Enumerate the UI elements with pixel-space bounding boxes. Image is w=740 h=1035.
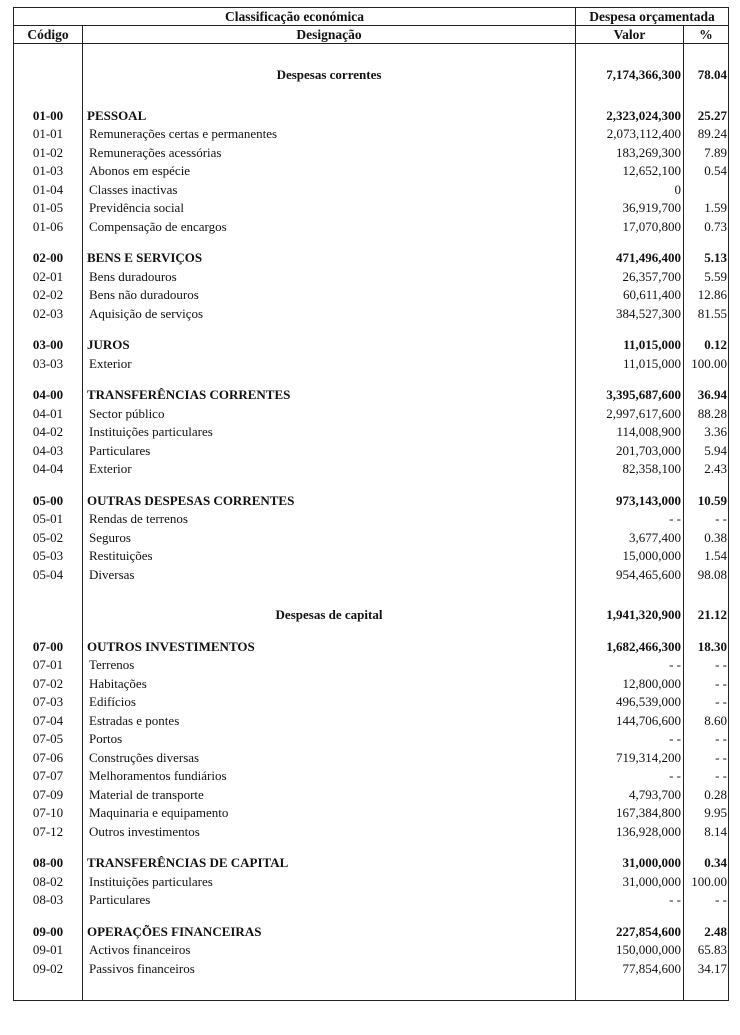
row-percent: 5.59 <box>684 268 729 287</box>
row-value: 973,143,000 <box>576 492 684 511</box>
spacer-row <box>14 841 729 854</box>
row-percent: - - <box>684 693 729 712</box>
row-code: 09-00 <box>14 923 83 942</box>
row-percent: 0.38 <box>684 529 729 548</box>
row-designation: OPERAÇÕES FINANCEIRAS <box>83 923 576 942</box>
group-row <box>14 492 729 511</box>
row-value: - - <box>576 891 684 910</box>
row-designation: TRANSFERÊNCIAS DE CAPITAL <box>83 854 576 873</box>
row-value: 11,015,000 <box>576 355 684 374</box>
row-percent: 8.60 <box>684 712 729 731</box>
row-code: 07-10 <box>14 804 83 823</box>
section-total-row <box>14 606 729 625</box>
row-percent: 2.43 <box>684 460 729 479</box>
row-designation: Instituições particulares <box>83 873 576 892</box>
row-value: 12,800,000 <box>576 675 684 694</box>
row-designation: Outros investimentos <box>83 823 576 842</box>
row-designation: Terrenos <box>83 656 576 675</box>
table-row <box>14 693 729 712</box>
row-value: 183,269,300 <box>576 144 684 163</box>
spacer-row <box>14 373 729 386</box>
row-designation: Construções diversas <box>83 749 576 768</box>
group-row <box>14 107 729 126</box>
row-code: 01-06 <box>14 218 83 237</box>
row-code: 08-00 <box>14 854 83 873</box>
row-value: 12,652,100 <box>576 162 684 181</box>
section-total-row <box>14 66 729 85</box>
row-designation: Instituições particulares <box>83 423 576 442</box>
table-row <box>14 460 729 479</box>
table-row <box>14 423 729 442</box>
row-percent: 2.48 <box>684 923 729 942</box>
table-row <box>14 442 729 461</box>
table-row <box>14 656 729 675</box>
row-designation: BENS E SERVIÇOS <box>83 249 576 268</box>
row-code: 01-05 <box>14 199 83 218</box>
table-row <box>14 510 729 529</box>
spacer-row <box>14 323 729 336</box>
row-percent: - - <box>684 510 729 529</box>
row-value: 0 <box>576 181 684 200</box>
row-value: 954,465,600 <box>576 566 684 585</box>
budget-table-sheet <box>13 7 728 1001</box>
row-designation: Classes inactivas <box>83 181 576 200</box>
row-percent: 0.73 <box>684 218 729 237</box>
table-row <box>14 547 729 566</box>
row-code: 05-03 <box>14 547 83 566</box>
row-code: 04-01 <box>14 405 83 424</box>
spacer-row <box>14 44 729 67</box>
row-designation: Exterior <box>83 460 576 479</box>
row-code: 02-03 <box>14 305 83 324</box>
row-code: 03-00 <box>14 336 83 355</box>
row-designation: Rendas de terrenos <box>83 510 576 529</box>
row-percent: 18.30 <box>684 638 729 657</box>
row-designation: Aquisição de serviços <box>83 305 576 324</box>
row-percent: 0.28 <box>684 786 729 805</box>
row-code: 07-06 <box>14 749 83 768</box>
header-columns-row <box>14 26 729 44</box>
row-code: 08-03 <box>14 891 83 910</box>
row-value: 3,677,400 <box>576 529 684 548</box>
row-designation: Edifícios <box>83 693 576 712</box>
row-code: 07-04 <box>14 712 83 731</box>
table-row <box>14 873 729 892</box>
row-designation: JUROS <box>83 336 576 355</box>
row-percent: - - <box>684 656 729 675</box>
row-code: 05-00 <box>14 492 83 511</box>
row-value: 17,070,800 <box>576 218 684 237</box>
row-percent: 5.94 <box>684 442 729 461</box>
row-percent: - - <box>684 767 729 786</box>
row-value: 114,008,900 <box>576 423 684 442</box>
spacer-row <box>14 910 729 923</box>
header-group-row <box>14 8 729 26</box>
group-row <box>14 923 729 942</box>
table-row <box>14 767 729 786</box>
row-designation: Maquinaria e equipamento <box>83 804 576 823</box>
row-code: 09-02 <box>14 960 83 979</box>
row-value: 167,384,800 <box>576 804 684 823</box>
row-value: 2,997,617,600 <box>576 405 684 424</box>
row-designation: Bens duradouros <box>83 268 576 287</box>
table-row <box>14 566 729 585</box>
table-bottom-row <box>14 978 729 1001</box>
spacer-row <box>14 85 729 107</box>
row-code: 01-01 <box>14 125 83 144</box>
row-value: 77,854,600 <box>576 960 684 979</box>
table-body <box>14 44 729 1001</box>
row-percent: 65.83 <box>684 941 729 960</box>
table-row <box>14 405 729 424</box>
row-designation: Particulares <box>83 891 576 910</box>
row-percent: 3.36 <box>684 423 729 442</box>
group-row <box>14 386 729 405</box>
row-value: 7,174,366,300 <box>576 66 684 85</box>
row-percent: 5.13 <box>684 249 729 268</box>
row-designation: Compensação de encargos <box>83 218 576 237</box>
row-designation: Seguros <box>83 529 576 548</box>
table-row <box>14 823 729 842</box>
row-code: 05-04 <box>14 566 83 585</box>
row-code: 05-01 <box>14 510 83 529</box>
spacer-row <box>14 236 729 249</box>
row-code: 07-09 <box>14 786 83 805</box>
row-percent: - - <box>684 675 729 694</box>
row-code: 02-01 <box>14 268 83 287</box>
row-code: 07-12 <box>14 823 83 842</box>
row-value: - - <box>576 510 684 529</box>
row-designation: Despesas correntes <box>83 66 576 85</box>
row-designation: Restituições <box>83 547 576 566</box>
row-value: 3,395,687,600 <box>576 386 684 405</box>
table-row <box>14 125 729 144</box>
row-code: 01-00 <box>14 107 83 126</box>
row-value: 11,015,000 <box>576 336 684 355</box>
row-code: 01-03 <box>14 162 83 181</box>
row-percent: 1.59 <box>684 199 729 218</box>
row-value: 82,358,100 <box>576 460 684 479</box>
row-percent: 89.24 <box>684 125 729 144</box>
row-value: 60,611,400 <box>576 286 684 305</box>
row-percent: 7.89 <box>684 144 729 163</box>
row-percent: 81.55 <box>684 305 729 324</box>
row-value: 31,000,000 <box>576 873 684 892</box>
row-code: 09-01 <box>14 941 83 960</box>
row-value: 201,703,000 <box>576 442 684 461</box>
row-percent: 25.27 <box>684 107 729 126</box>
table-row <box>14 941 729 960</box>
table-row <box>14 144 729 163</box>
row-designation: Sector público <box>83 405 576 424</box>
row-value: 144,706,600 <box>576 712 684 731</box>
table-row <box>14 162 729 181</box>
row-code: 07-07 <box>14 767 83 786</box>
row-value: 4,793,700 <box>576 786 684 805</box>
group-row <box>14 638 729 657</box>
row-percent: - - <box>684 891 729 910</box>
row-code <box>14 66 83 85</box>
group-row <box>14 336 729 355</box>
row-percent: 10.59 <box>684 492 729 511</box>
row-value: 15,000,000 <box>576 547 684 566</box>
row-designation: TRANSFERÊNCIAS CORRENTES <box>83 386 576 405</box>
table-row <box>14 355 729 374</box>
row-code: 05-02 <box>14 529 83 548</box>
row-code: 03-03 <box>14 355 83 374</box>
table-row <box>14 730 729 749</box>
row-designation: Remunerações certas e permanentes <box>83 125 576 144</box>
row-designation: Despesas de capital <box>83 606 576 625</box>
table-row <box>14 286 729 305</box>
table-row <box>14 181 729 200</box>
row-designation: Material de transporte <box>83 786 576 805</box>
row-designation: OUTROS INVESTIMENTOS <box>83 638 576 657</box>
row-percent: - - <box>684 749 729 768</box>
row-percent: 0.12 <box>684 336 729 355</box>
row-percent: 21.12 <box>684 606 729 625</box>
row-designation: Estradas e pontes <box>83 712 576 731</box>
table-row <box>14 675 729 694</box>
row-value: 36,919,700 <box>576 199 684 218</box>
row-percent: 98.08 <box>684 566 729 585</box>
row-value: - - <box>576 656 684 675</box>
table-row <box>14 960 729 979</box>
row-code: 07-05 <box>14 730 83 749</box>
row-code <box>14 606 83 625</box>
row-code: 04-02 <box>14 423 83 442</box>
row-code: 02-00 <box>14 249 83 268</box>
row-value: 227,854,600 <box>576 923 684 942</box>
row-value: 150,000,000 <box>576 941 684 960</box>
row-designation: Diversas <box>83 566 576 585</box>
row-percent: 36.94 <box>684 386 729 405</box>
budget-table <box>13 7 729 1001</box>
row-value: 31,000,000 <box>576 854 684 873</box>
row-code: 08-02 <box>14 873 83 892</box>
row-value: 2,323,024,300 <box>576 107 684 126</box>
row-percent: 0.34 <box>684 854 729 873</box>
spacer-row <box>14 479 729 492</box>
table-row <box>14 804 729 823</box>
row-percent: 8.14 <box>684 823 729 842</box>
spacer-row <box>14 625 729 638</box>
row-designation: Passivos financeiros <box>83 960 576 979</box>
header-designation: Designação <box>83 26 576 44</box>
row-code: 01-02 <box>14 144 83 163</box>
row-designation: Activos financeiros <box>83 941 576 960</box>
row-value: - - <box>576 730 684 749</box>
row-designation: Portos <box>83 730 576 749</box>
table-row <box>14 891 729 910</box>
row-value: - - <box>576 767 684 786</box>
row-code: 07-01 <box>14 656 83 675</box>
row-designation: Bens não duradouros <box>83 286 576 305</box>
row-designation: Habitações <box>83 675 576 694</box>
row-code: 07-03 <box>14 693 83 712</box>
row-designation: Particulares <box>83 442 576 461</box>
row-value: 384,527,300 <box>576 305 684 324</box>
group-row <box>14 854 729 873</box>
header-code: Código <box>14 26 83 44</box>
row-percent: 100.00 <box>684 873 729 892</box>
row-value: 719,314,200 <box>576 749 684 768</box>
header-budgeted-expense: Despesa orçamentada <box>576 8 729 26</box>
row-value: 496,539,000 <box>576 693 684 712</box>
row-value: 136,928,000 <box>576 823 684 842</box>
table-row <box>14 529 729 548</box>
row-value: 1,941,320,900 <box>576 606 684 625</box>
table-row <box>14 305 729 324</box>
row-code: 02-02 <box>14 286 83 305</box>
row-code: 07-02 <box>14 675 83 694</box>
header-value: Valor <box>576 26 684 44</box>
row-percent: 0.54 <box>684 162 729 181</box>
row-designation: Melhoramentos fundiários <box>83 767 576 786</box>
table-row <box>14 268 729 287</box>
row-percent: 100.00 <box>684 355 729 374</box>
group-row <box>14 249 729 268</box>
row-code: 04-04 <box>14 460 83 479</box>
table-row <box>14 749 729 768</box>
table-row <box>14 786 729 805</box>
row-value: 26,357,700 <box>576 268 684 287</box>
row-value: 471,496,400 <box>576 249 684 268</box>
row-percent: 88.28 <box>684 405 729 424</box>
row-designation: Exterior <box>83 355 576 374</box>
row-code: 07-00 <box>14 638 83 657</box>
row-designation: Remunerações acessórias <box>83 144 576 163</box>
row-code: 04-03 <box>14 442 83 461</box>
row-code: 01-04 <box>14 181 83 200</box>
row-percent: 1.54 <box>684 547 729 566</box>
row-designation: OUTRAS DESPESAS CORRENTES <box>83 492 576 511</box>
row-designation: PESSOAL <box>83 107 576 126</box>
row-value: 1,682,466,300 <box>576 638 684 657</box>
row-percent: 9.95 <box>684 804 729 823</box>
header-percent: % <box>684 26 729 44</box>
row-designation: Abonos em espécie <box>83 162 576 181</box>
table-row <box>14 712 729 731</box>
row-percent: - - <box>684 730 729 749</box>
header-economic-classification: Classificação económica <box>14 8 576 26</box>
row-value: 2,073,112,400 <box>576 125 684 144</box>
row-percent: 34.17 <box>684 960 729 979</box>
row-code: 04-00 <box>14 386 83 405</box>
row-designation: Previdência social <box>83 199 576 218</box>
table-row <box>14 218 729 237</box>
row-percent: 12.86 <box>684 286 729 305</box>
row-percent: 78.04 <box>684 66 729 85</box>
row-percent <box>684 181 729 200</box>
table-row <box>14 199 729 218</box>
spacer-row <box>14 584 729 606</box>
